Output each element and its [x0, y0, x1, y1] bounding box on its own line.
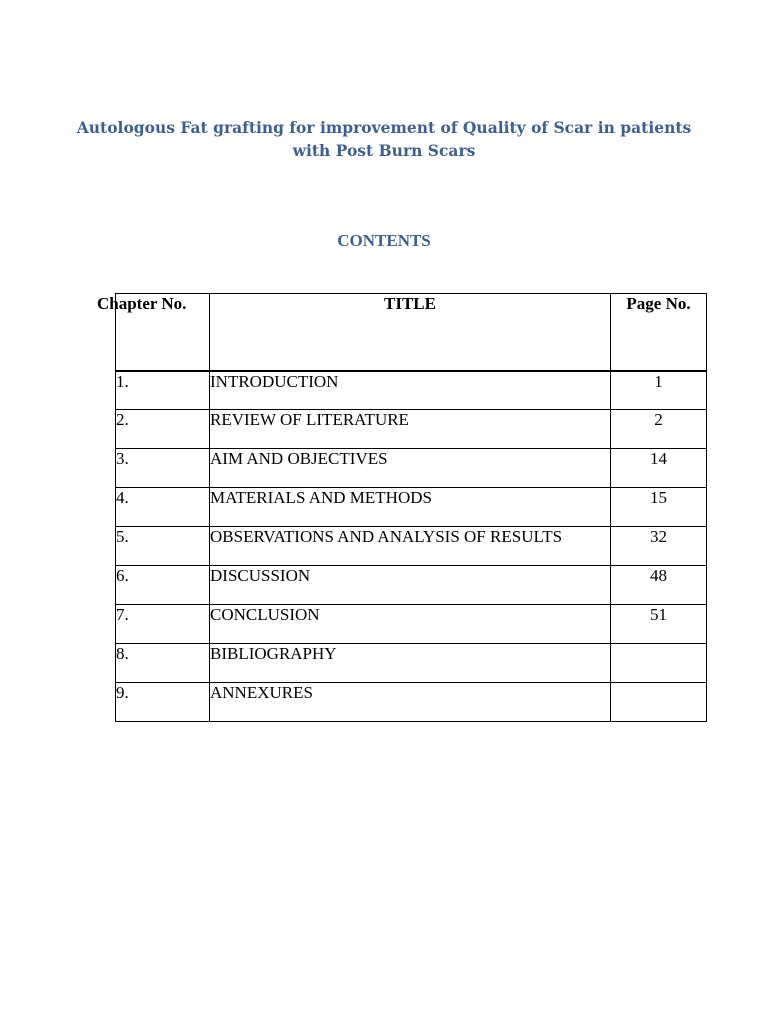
- document-title: [60, 116, 708, 162]
- chapter-title-cell: CONCLUSION: [210, 605, 611, 644]
- table-row: [116, 527, 707, 566]
- table-row: [116, 371, 707, 410]
- chapter-number-cell: 5.: [116, 527, 210, 566]
- chapter-title-cell: BIBLIOGRAPHY: [210, 644, 611, 683]
- table-row: [116, 566, 707, 605]
- chapter-number-cell: 8.: [116, 644, 210, 683]
- chapter-number-cell: 4.: [116, 488, 210, 527]
- table-row: [116, 488, 707, 527]
- chapter-number-cell: 6.: [116, 566, 210, 605]
- table-row: [116, 449, 707, 488]
- page-number-cell: 15: [611, 488, 707, 527]
- contents-table: [97, 293, 707, 722]
- table-row: [116, 644, 707, 683]
- table-row: [116, 410, 707, 449]
- column-header-page: Page No.: [611, 294, 707, 371]
- column-header-chapter: Chapter No.: [116, 294, 210, 371]
- page-number-cell: 32: [611, 527, 707, 566]
- page-number-cell: [611, 683, 707, 722]
- page-number-cell: 48: [611, 566, 707, 605]
- chapter-number-cell: 3.: [116, 449, 210, 488]
- page-number-cell: 2: [611, 410, 707, 449]
- page-number-cell: 1: [611, 371, 707, 410]
- document-title-line-1: Autologous Fat grafting for improvement of Quality of Scar in patients: [76, 118, 692, 137]
- column-header-title: TITLE: [210, 294, 611, 371]
- chapter-title-cell: DISCUSSION: [210, 566, 611, 605]
- chapter-number-cell: 9.: [116, 683, 210, 722]
- table-row: [116, 605, 707, 644]
- contents-heading: CONTENTS: [337, 231, 431, 250]
- chapter-number-cell: 7.: [116, 605, 210, 644]
- chapter-title-cell: OBSERVATIONS AND ANALYSIS OF RESULTS: [210, 527, 611, 566]
- chapter-title-cell: ANNEXURES: [210, 683, 611, 722]
- table-row: [116, 683, 707, 722]
- document-title-line-2: with Post Burn Scars: [292, 141, 476, 160]
- chapter-title-cell: AIM AND OBJECTIVES: [210, 449, 611, 488]
- chapter-title-cell: INTRODUCTION: [210, 371, 611, 410]
- chapter-title-cell: REVIEW OF LITERATURE: [210, 410, 611, 449]
- table-header-row: [116, 294, 707, 371]
- page-number-cell: 14: [611, 449, 707, 488]
- chapter-title-cell: MATERIALS AND METHODS: [210, 488, 611, 527]
- page-number-cell: [611, 644, 707, 683]
- page-number-cell: 51: [611, 605, 707, 644]
- chapter-number-cell: 1.: [116, 371, 210, 410]
- chapter-number-cell: 2.: [116, 410, 210, 449]
